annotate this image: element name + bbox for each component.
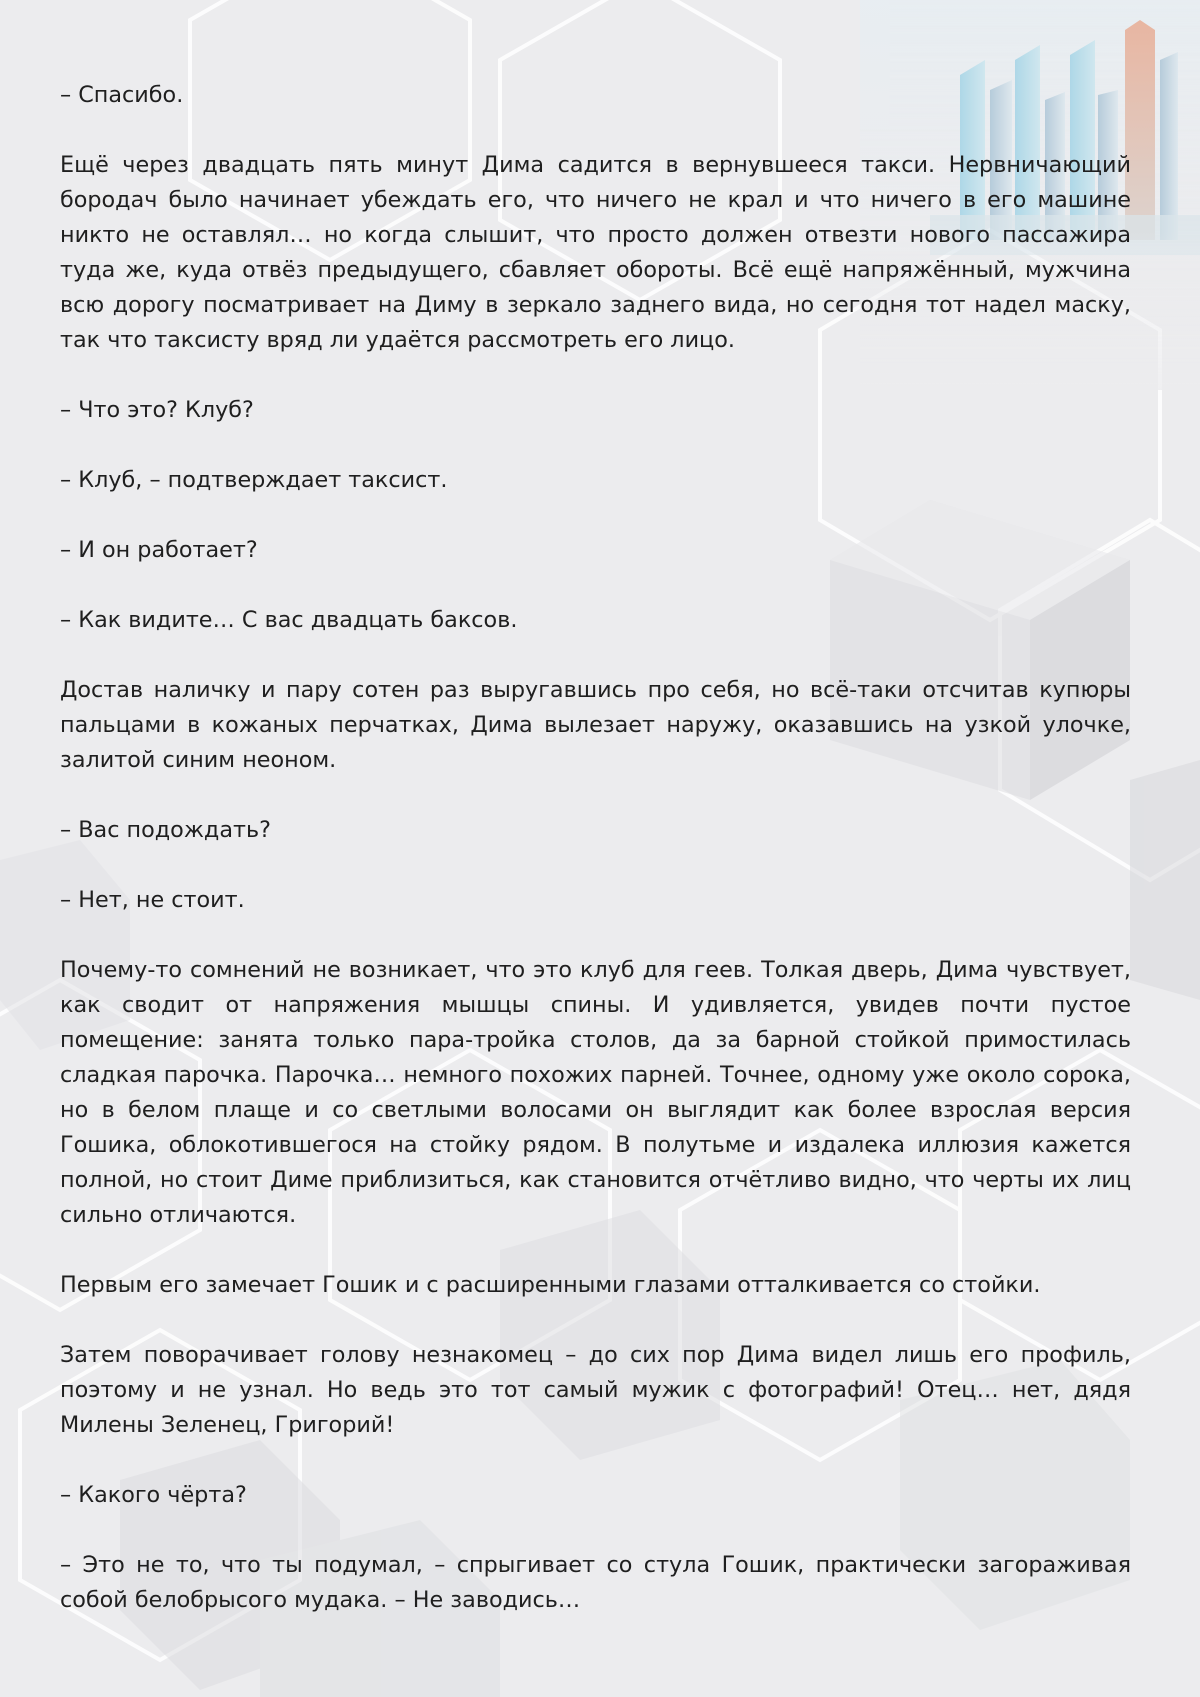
paragraph-3: – Что это? Клуб? bbox=[60, 397, 254, 423]
paragraph-11: Первым его замечает Гошик и с расширенными глазами отталкивается со стойки. bbox=[60, 1272, 1041, 1298]
paragraph-6: – Как видите… С вас двадцать баксов. bbox=[60, 607, 518, 633]
paragraph-2: Ещё через двадцать пять минут Дима садится в вернувшееся такси. Нервничающий бородач было начинает убеждать его, что ничего не крал и что ничего в его машине никто не оставлял… но когда слышит, что просто должен отвезти нового пассажира туда же, куда отвёз предыдущего, сбавляет обороты. Всё ещё напряжённый, мужчина всю дорогу посматривает на Диму в зеркало заднего вида, но сегодня тот надел маску, так что таксисту вряд ли удаётся рассмотреть его лицо. bbox=[60, 152, 1131, 353]
paragraph-13: – Какого чёрта? bbox=[60, 1482, 247, 1508]
document-body bbox=[60, 78, 1131, 1653]
paragraph-7: Достав наличку и пару сотен раз выругавшись про себя, но всё-таки отсчитав купюры пальцами в кожаных перчатках, Дима вылезает наружу, оказавшись на узкой улочке, залитой синим неоном. bbox=[60, 677, 1131, 773]
paragraph-12: Затем поворачивает голову незнакомец – до сих пор Дима видел лишь его профиль, поэтому и не узнал. Но ведь это тот самый мужик с фотографий! Отец… нет, дядя Милены Зеленец, Григорий! bbox=[60, 1342, 1131, 1438]
paragraph-10: Почему-то сомнений не возникает, что это клуб для геев. Толкая дверь, Дима чувствует, как сводит от напряжения мышцы спины. И удивляется, увидев почти пустое помещение: занята только пара-тройка столов, да за барной стойкой примостилась сладкая парочка. Парочка… немного похожих парней. Точнее, одному уже около сорока, но в белом плаще и со светлыми волосами он выглядит как более взрослая версия Гошика, облокотившегося на стойку рядом. В полутьме и издалека иллюзия кажется полной, но стоит Диме приблизиться, как становится отчётливо видно, что черты их лиц сильно отличаются. bbox=[60, 957, 1131, 1228]
paragraph-14: – Это не то, что ты подумал, – спрыгивает со стула Гошик, практически загораживая собой белобрысого мудака. – Не заводись… bbox=[60, 1552, 1131, 1613]
paragraph-5: – И он работает? bbox=[60, 537, 258, 563]
paragraph-4: – Клуб, – подтверждает таксист. bbox=[60, 467, 448, 493]
paragraph-9: – Нет, не стоит. bbox=[60, 887, 245, 913]
paragraph-8: – Вас подождать? bbox=[60, 817, 271, 843]
paragraph-1: – Спасибо. bbox=[60, 82, 184, 108]
